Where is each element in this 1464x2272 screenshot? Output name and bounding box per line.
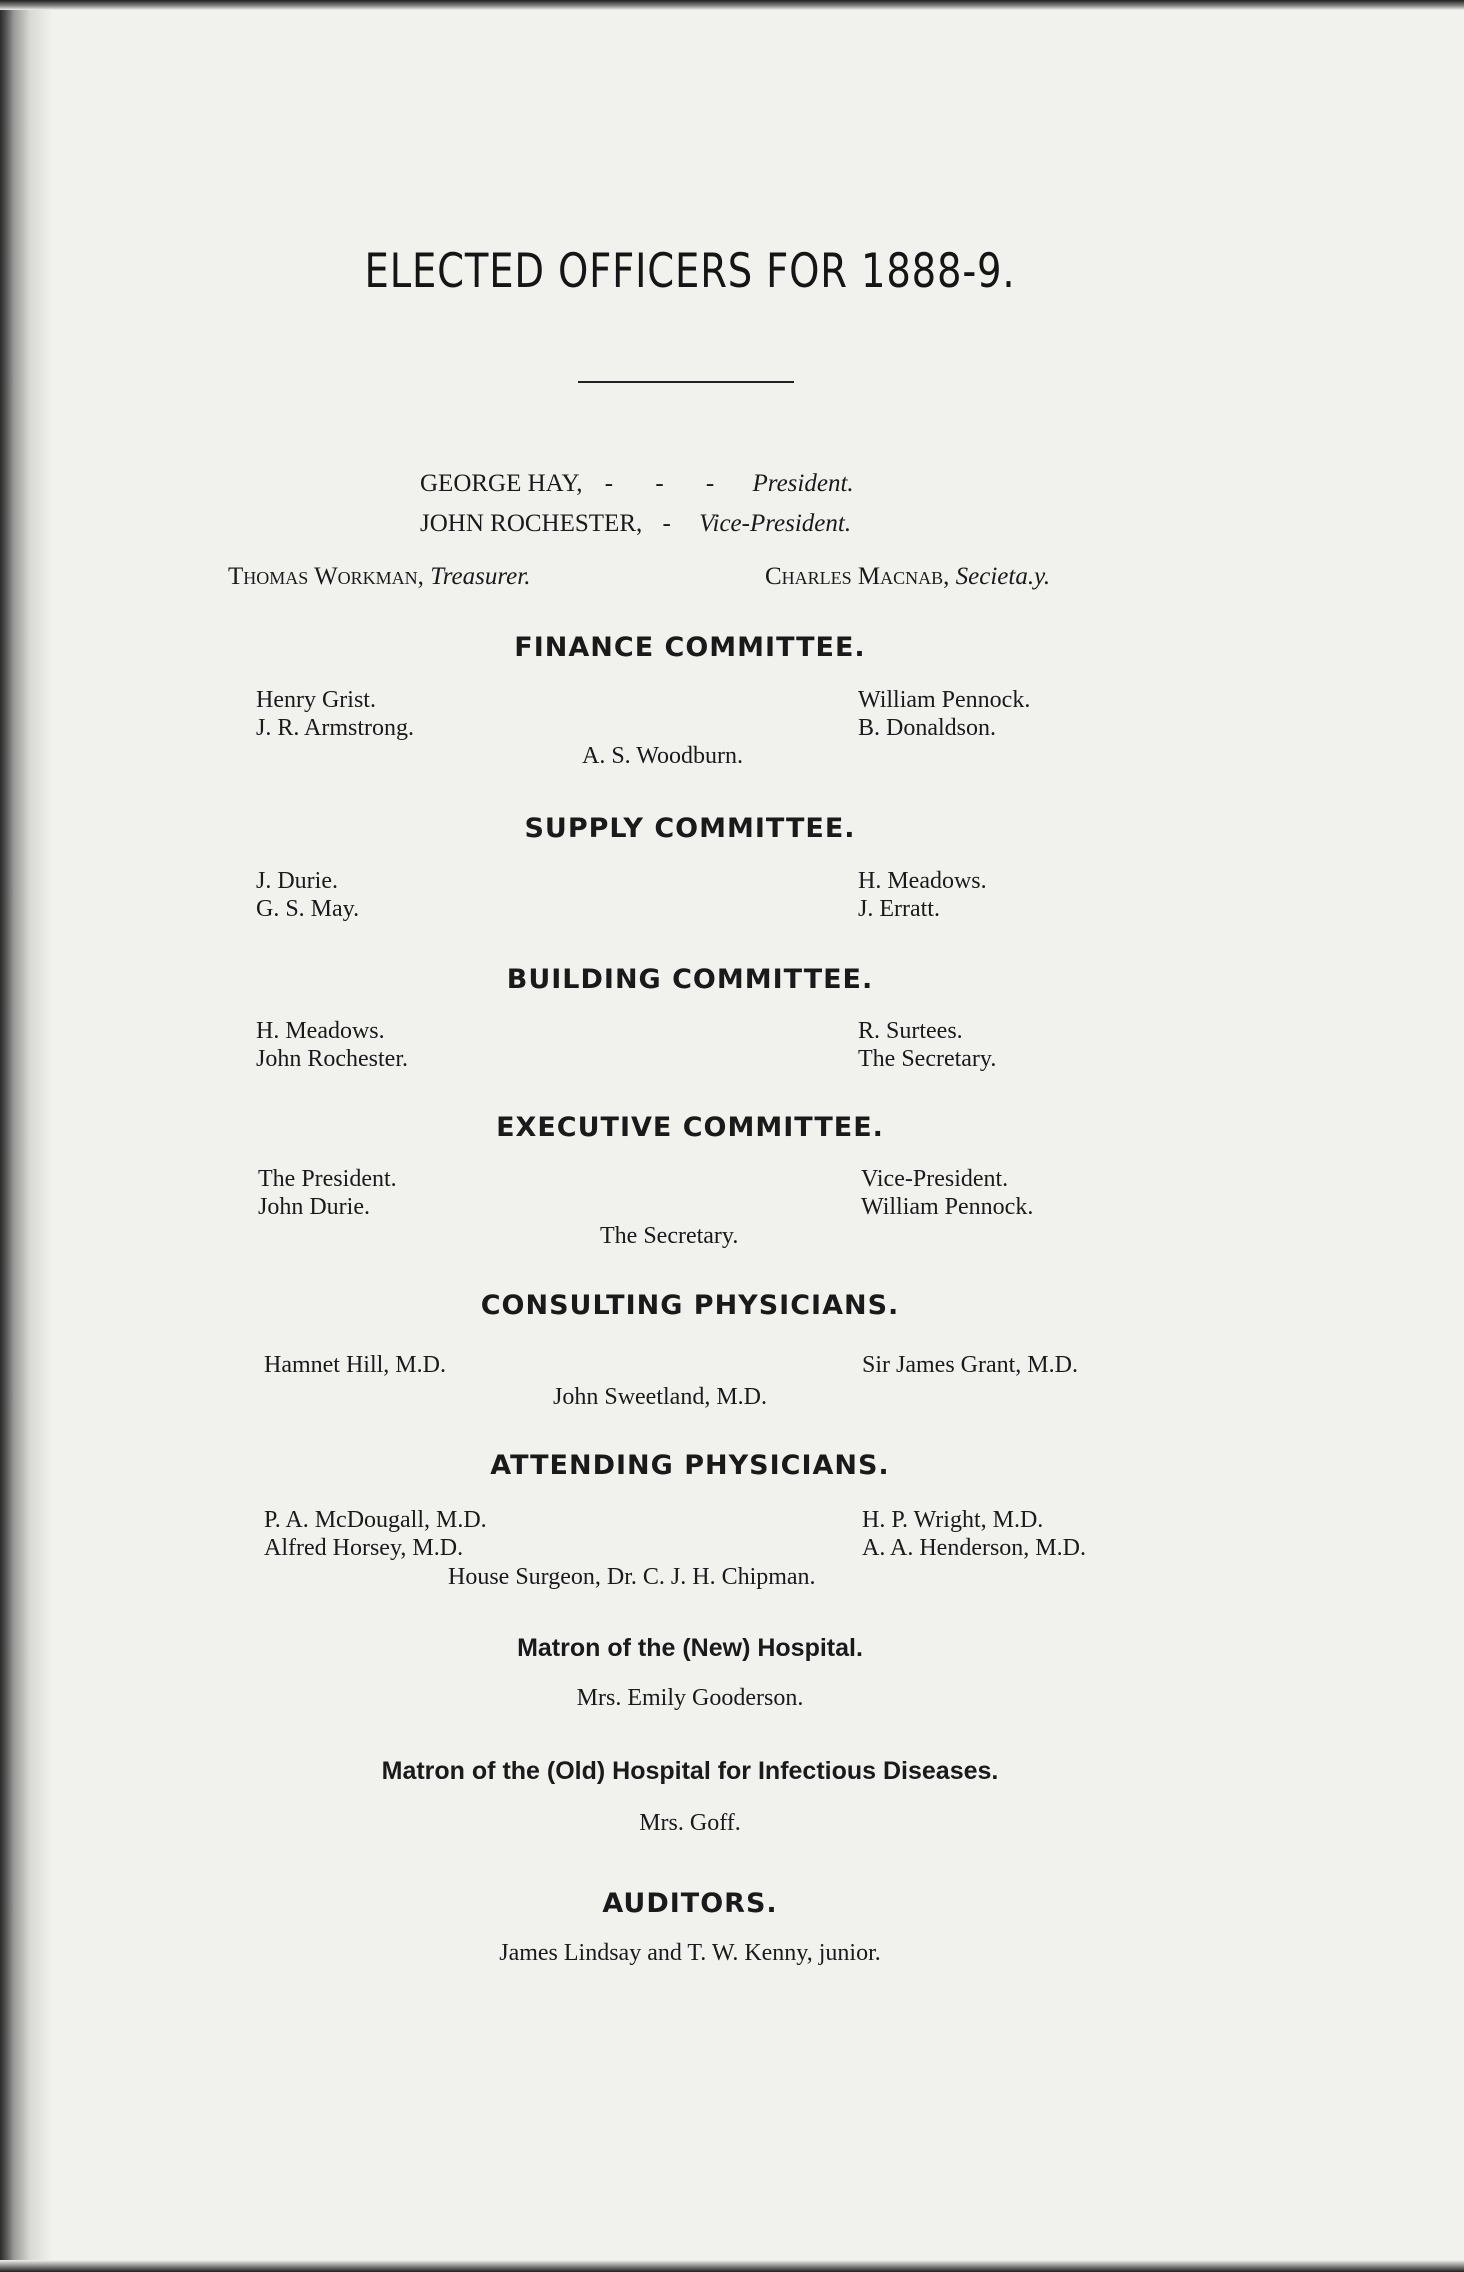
executive-right-1: Vice-President.	[861, 1166, 1009, 1192]
matron-old-name: Mrs. Goff.	[639, 1810, 741, 1836]
vice-president-line	[420, 510, 851, 538]
matron-new-name: Mrs. Emily Gooderson.	[576, 1685, 804, 1711]
attending-right-1: H. P. Wright, M.D.	[862, 1507, 1044, 1533]
bottom-edge-shadow	[0, 2260, 1464, 2272]
page-title: ELECTED OFFICERS FOR 1888-9.	[364, 244, 1016, 299]
attending-left-1: P. A. McDougall, M.D.	[264, 1507, 487, 1533]
attending-right-2: A. A. Henderson, M.D.	[862, 1535, 1086, 1561]
consulting-heading: CONSULTING PHYSICIANS.	[480, 1290, 900, 1321]
executive-center: The Secretary.	[600, 1223, 739, 1249]
finance-right-1: William Pennock.	[858, 687, 1031, 713]
matron-new-heading: Matron of the (New) Hospital.	[517, 1634, 863, 1662]
supply-left-2: G. S. May.	[256, 896, 360, 922]
building-left-1: H. Meadows.	[256, 1018, 385, 1044]
executive-heading: EXECUTIVE COMMITTEE.	[496, 1112, 884, 1143]
building-left-2: John Rochester.	[256, 1046, 408, 1072]
vice-president-name: JOHN ROCHESTER,	[420, 510, 643, 537]
building-right-2: The Secretary.	[858, 1046, 997, 1072]
vice-president-role: Vice-President.	[699, 510, 852, 537]
secretary-line	[765, 563, 1050, 591]
consulting-center: John Sweetland, M.D.	[553, 1384, 767, 1410]
supply-right-1: H. Meadows.	[858, 868, 987, 894]
secretary-name: Charles Macnab,	[765, 563, 950, 590]
supply-left-1: J. Durie.	[256, 868, 338, 894]
president-leader: - - -	[604, 470, 733, 497]
building-heading: BUILDING COMMITTEE.	[506, 964, 874, 995]
finance-heading: FINANCE COMMITTEE.	[514, 632, 866, 663]
secretary-role: Secieta.y.	[955, 563, 1051, 590]
president-name: GEORGE HAY,	[420, 470, 583, 497]
title-divider	[578, 381, 794, 383]
consulting-right: Sir James Grant, M.D.	[862, 1352, 1078, 1378]
executive-left-2: John Durie.	[258, 1194, 370, 1220]
finance-left-1: Henry Grist.	[256, 687, 376, 713]
finance-right-2: B. Donaldson.	[858, 715, 996, 741]
auditors-heading: AUDITORS.	[602, 1888, 778, 1919]
finance-center: A. S. Woodburn.	[582, 743, 743, 769]
president-role: President.	[752, 470, 854, 497]
vice-president-leader: -	[662, 510, 689, 537]
supply-right-2: J. Erratt.	[858, 896, 940, 922]
finance-left-2: J. R. Armstrong.	[256, 715, 415, 741]
building-right-1: R. Surtees.	[858, 1018, 963, 1044]
matron-old-heading: Matron of the (Old) Hospital for Infectious Diseases.	[381, 1757, 999, 1785]
executive-left-1: The President.	[258, 1166, 397, 1192]
consulting-left: Hamnet Hill, M.D.	[264, 1352, 446, 1378]
attending-left-2: Alfred Horsey, M.D.	[264, 1535, 464, 1561]
president-line	[420, 470, 854, 498]
attending-center: House Surgeon, Dr. C. J. H. Chipman.	[448, 1564, 816, 1590]
top-edge-shadow	[0, 0, 1464, 10]
supply-heading: SUPPLY COMMITTEE.	[524, 813, 856, 844]
treasurer-name: Thomas Workman,	[228, 563, 424, 590]
attending-heading: ATTENDING PHYSICIANS.	[490, 1450, 890, 1481]
executive-right-2: William Pennock.	[861, 1194, 1034, 1220]
treasurer-line	[228, 563, 530, 591]
treasurer-role: Treasurer.	[430, 563, 531, 590]
auditors-names: James Lindsay and T. W. Kenny, junior.	[499, 1940, 881, 1966]
